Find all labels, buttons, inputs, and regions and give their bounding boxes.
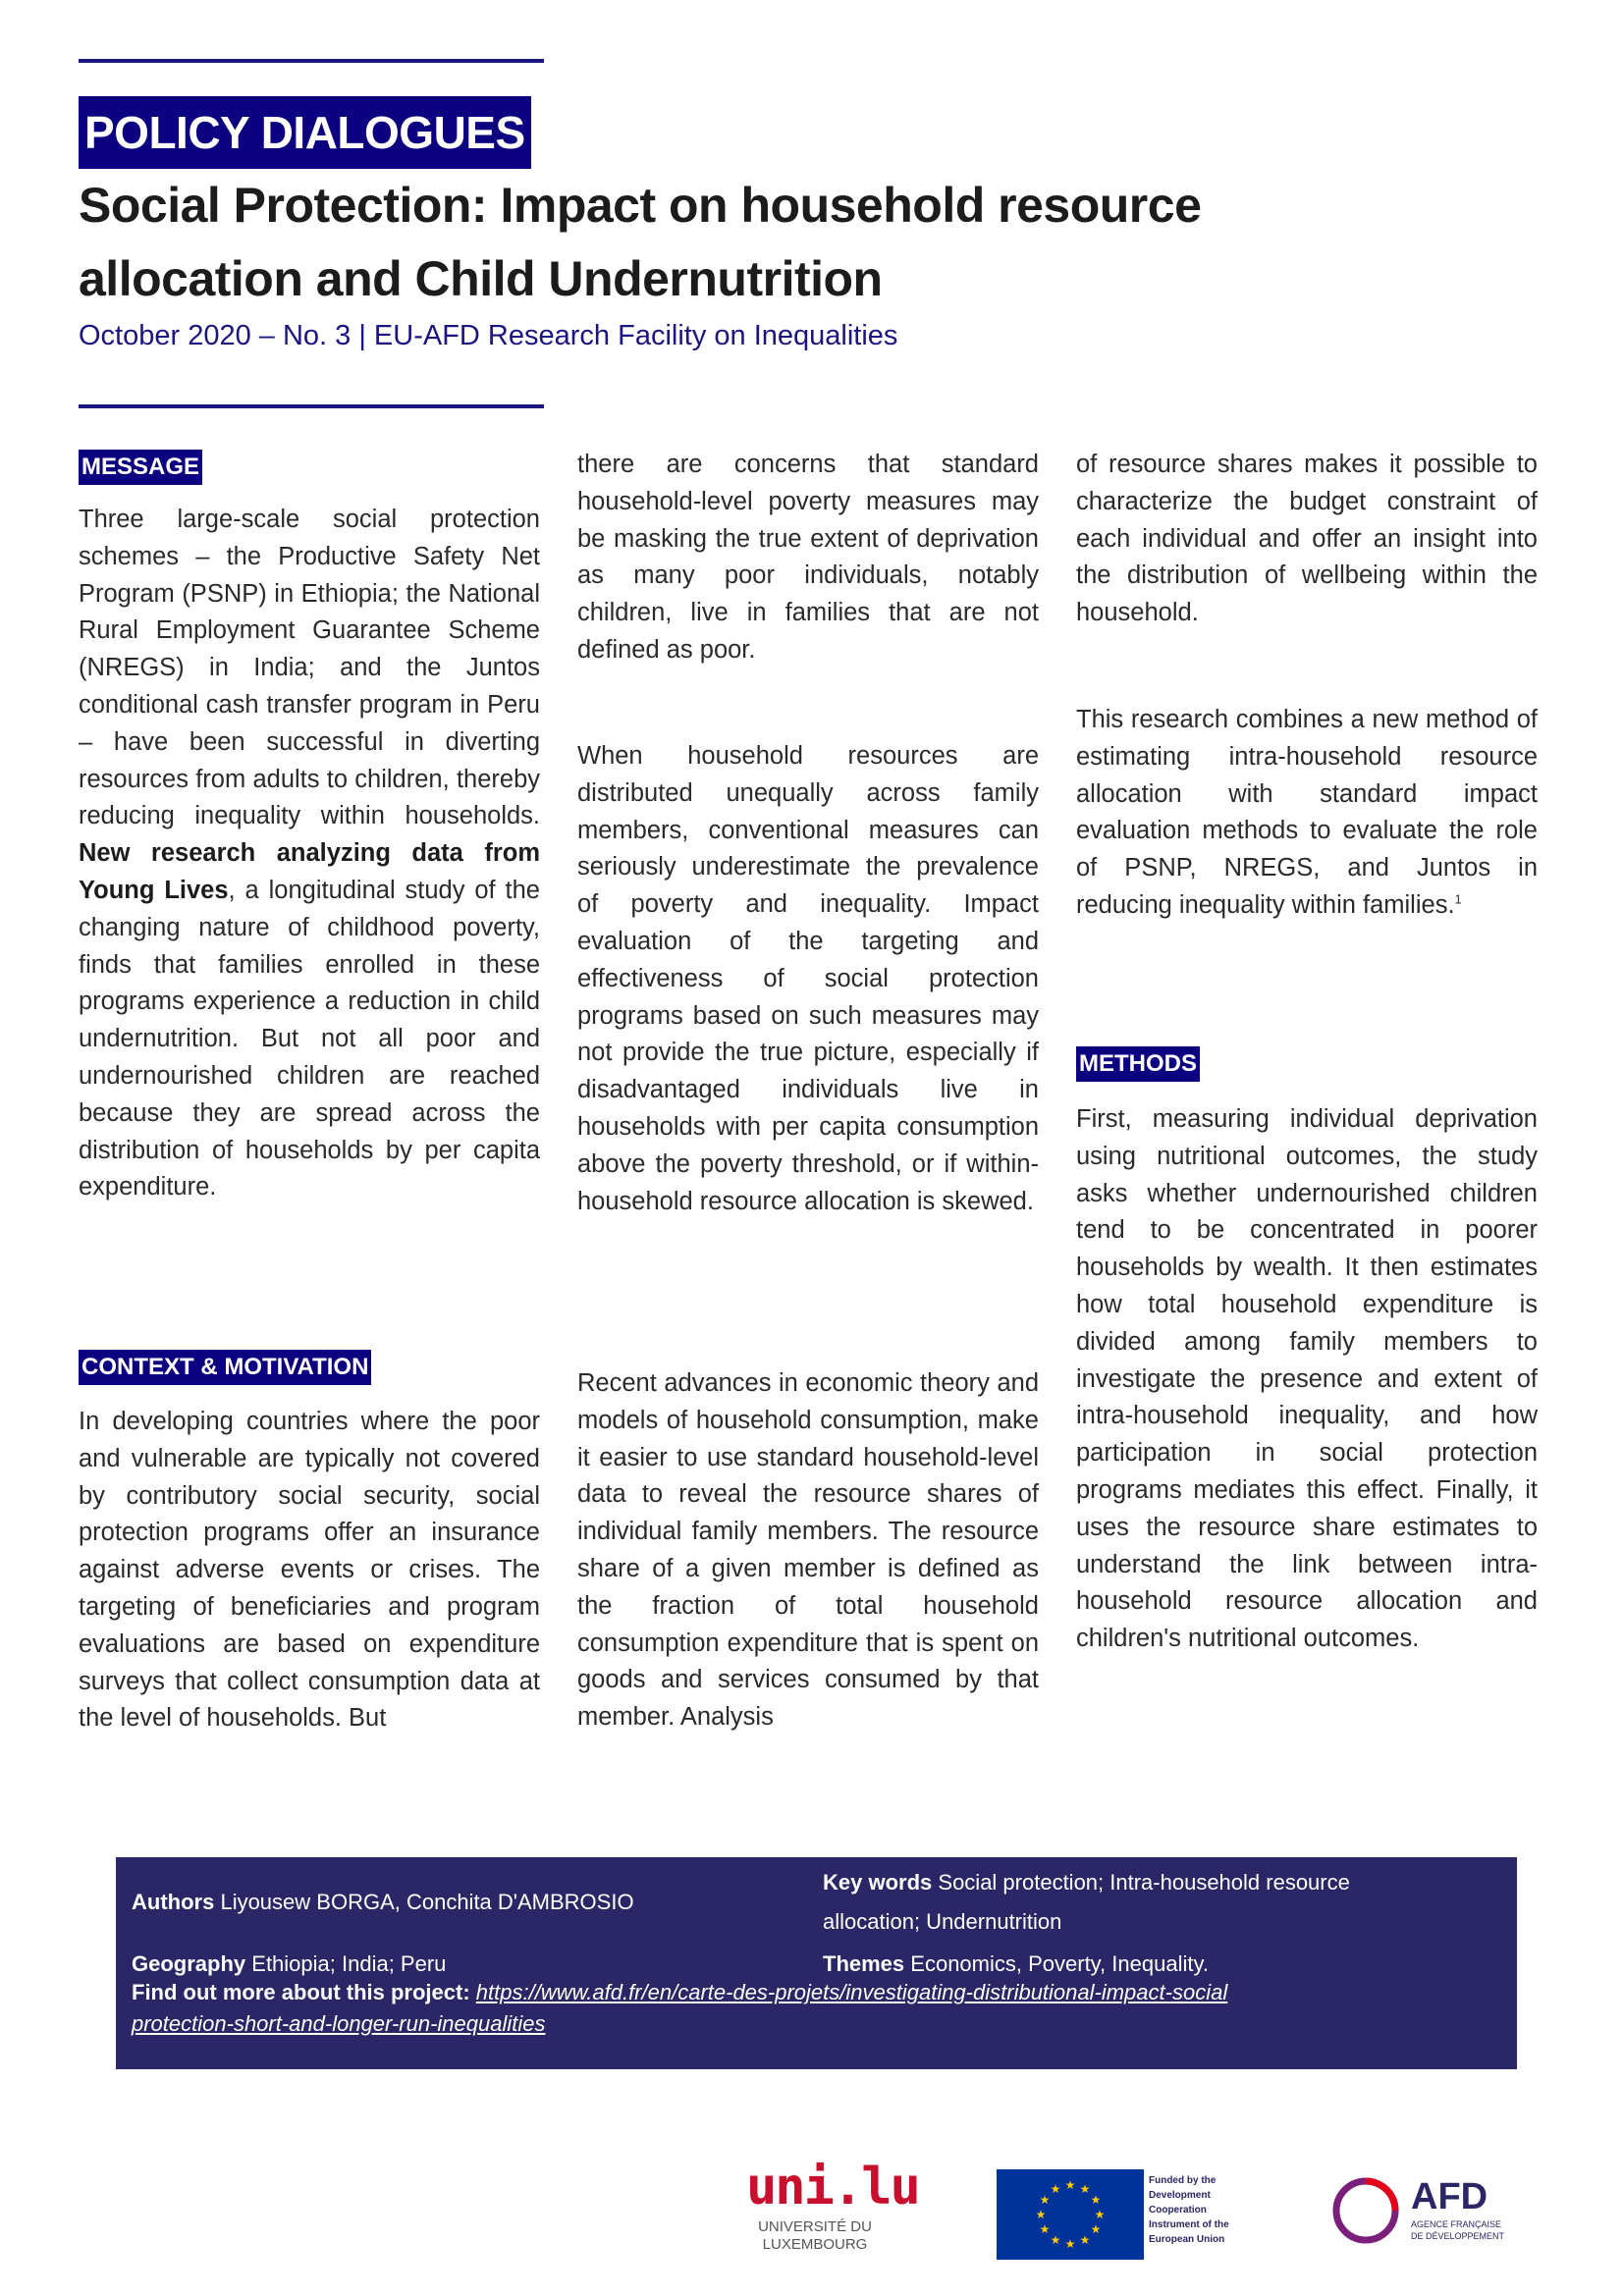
context-label: CONTEXT & MOTIVATION: [79, 1350, 371, 1385]
themes-value: Economics, Poverty, Inequality.: [910, 1951, 1209, 1976]
col3-paragraph-2: [1076, 702, 1538, 925]
uni-line-2: LUXEMBOURG: [762, 2236, 868, 2253]
col2-paragraph-1: [577, 447, 1039, 669]
keywords-row: [823, 1863, 1350, 1942]
subtitle: October 2020 – No. 3 | EU-AFD Research Facility on Inequalities: [79, 320, 898, 351]
project-info-box: [116, 1857, 1517, 2069]
message-label: MESSAGE: [79, 450, 202, 485]
header-bottom-rule: [79, 404, 544, 408]
col2-paragraph-3: [577, 1365, 1039, 1736]
message-text-b: , a longitudinal study of the changing nature of childhood poverty, finds that families enrolled in these programs experience a reduction in child undernutrition. But not all poor and undernourished children are reached because they are spread across the distribution of households by per capita expenditure.: [79, 876, 540, 1201]
message-text: [79, 502, 540, 1206]
context-paragraph: In developing countries where the poor and vulnerable are typically not covered by contributory social security, social protection programs offer an insurance against adverse events or crises. The targeting of beneficiaries and program evaluations are based on expenditure surveys that collect consumption data at the level of households. But: [79, 1408, 540, 1733]
eu-star-icon: ★: [1090, 2193, 1102, 2207]
afd-wordmark: AFD: [1411, 2176, 1488, 2217]
eu-flag-icon: [997, 2169, 1144, 2260]
methods-text: [1076, 1101, 1538, 1658]
eu-star-icon: ★: [1039, 2222, 1051, 2236]
series-label: POLICY DIALOGUES: [79, 96, 531, 169]
context-text: [79, 1404, 540, 1737]
afd-logo: [1330, 2171, 1527, 2260]
col2-paragraph-2: [577, 738, 1039, 1220]
col3-p2: This research combines a new method of estimating intra-household resource allocation with standard impact evaluation methods to evaluate the role of PSNP, NREGS, and Juntos in reducing inequality within families.: [1076, 706, 1538, 919]
top-rule: [79, 59, 544, 63]
authors-value: Liyousew BORGA, Conchita D'AMBROSIO: [220, 1890, 634, 1914]
message-text-a: Three large-scale social protection schemes – the Productive Safety Net Program (PSNP) in Ethiopia; the National Rural Employment Guarantee Scheme (NREGS) in India; and the Juntos conditional cash transfer program in Peru – have been successful in diverting resources from adults to children, thereby reducing inequality within households.: [79, 506, 540, 830]
keywords-line-2: allocation; Undernutrition: [823, 1909, 1062, 1934]
uni-luxembourg-logo: [746, 2158, 919, 2268]
eu-funding-text: [1149, 2173, 1257, 2247]
uni-line-1: UNIVERSITÉ DU: [758, 2218, 872, 2235]
keywords-line-1: Social protection; Intra-household resource: [938, 1870, 1350, 1895]
geography-label: Geography: [132, 1951, 246, 1976]
methods-paragraph: First, measuring individual deprivation using nutritional outcomes, the study asks whether undernourished children tend to be concentrated in poorer households by wealth. It then estimates how total household expenditure is divided among family members to investigate the presence and extent of intra-household inequality, and how participation in social protection programs mediates this effect. Finally, it uses the resource share estimates to understand the link between intra-household resource allocation and children's nutritional outcomes.: [1076, 1105, 1538, 1653]
eu-star-icon: ★: [1050, 2233, 1061, 2247]
col2-p2: When household resources are distributed unequally across family members, conventional measures can seriously underestimate the prevalence of poverty and inequality. Impact evaluation of the targeting and effectiveness of social protection programs based on such measures may not provide the true picture, especially if disadvantaged individuals live in households with per capita consumption above the poverty threshold, or if within-household resource allocation is skewed.: [577, 742, 1039, 1215]
authors-label: Authors: [132, 1890, 215, 1914]
keywords-label: Key words: [823, 1870, 933, 1895]
eu-text-4: Instrument of the: [1149, 2219, 1229, 2230]
find-out-more-row: [132, 1977, 1227, 2040]
eu-star-icon: ★: [1064, 2237, 1076, 2251]
eu-text-2: Development: [1149, 2190, 1211, 2201]
afd-line-2: DE DÉVELOPPEMENT: [1411, 2231, 1505, 2241]
eu-star-icon: ★: [1064, 2178, 1076, 2192]
col3-paragraph-1: [1076, 447, 1538, 632]
project-link-line-1[interactable]: https://www.afd.fr/en/carte-des-projets/investigating-distributional-impact-social: [475, 1980, 1228, 2004]
message-text-bold: New research analyzing data from Young Lives: [79, 839, 540, 904]
eu-star-icon: ★: [1039, 2193, 1051, 2207]
eu-star-icon: ★: [1090, 2222, 1102, 2236]
page-title: [79, 169, 1453, 316]
eu-text-1: Funded by the: [1149, 2175, 1217, 2186]
eu-flag: [997, 2169, 1144, 2260]
themes-label: Themes: [823, 1951, 905, 1976]
eu-star-icon: ★: [1079, 2233, 1091, 2247]
eu-text-3: Cooperation: [1149, 2205, 1207, 2216]
eu-star-icon: ★: [1050, 2182, 1061, 2196]
project-link-line-2[interactable]: protection-short-and-longer-run-inequalities: [132, 2011, 546, 2036]
afd-ring-icon: [1330, 2175, 1401, 2246]
col3-p1: of resource shares makes it possible to characterize the budget constraint of each individual and offer an insight into the distribution of wellbeing within the household.: [1076, 451, 1538, 627]
methods-label: METHODS: [1076, 1046, 1200, 1082]
title-line-1: Social Protection: Impact on household resource: [79, 178, 1202, 233]
eu-star-icon: ★: [1094, 2208, 1106, 2221]
footnote-marker: 1: [1454, 891, 1462, 907]
col2-p3: Recent advances in economic theory and models of household consumption, make it easier to use standard household-level data to reveal the resource shares of individual family members. The resource share of a given member is defined as the fraction of total household consumption expenditure that is spent on goods and services consumed by that member. Analysis: [577, 1369, 1039, 1732]
title-line-2: allocation and Child Undernutrition: [79, 251, 883, 306]
authors-row: [132, 1883, 634, 1922]
find-out-more-label: Find out more about this project:: [132, 1980, 470, 2004]
afd-line-1: AGENCE FRANÇAISE: [1411, 2219, 1502, 2229]
geography-value: Ethiopia; India; Peru: [251, 1951, 447, 1976]
eu-text-5: European Union: [1149, 2234, 1225, 2245]
eu-star-icon: ★: [1035, 2208, 1047, 2221]
col2-p1: there are concerns that standard household-level poverty measures may be masking the true extent of deprivation as many poor individuals, notably children, live in families that are not defined as poor.: [577, 451, 1039, 664]
uni-lu-wordmark: uni.lu: [746, 2158, 919, 2216]
eu-star-icon: ★: [1079, 2182, 1091, 2196]
